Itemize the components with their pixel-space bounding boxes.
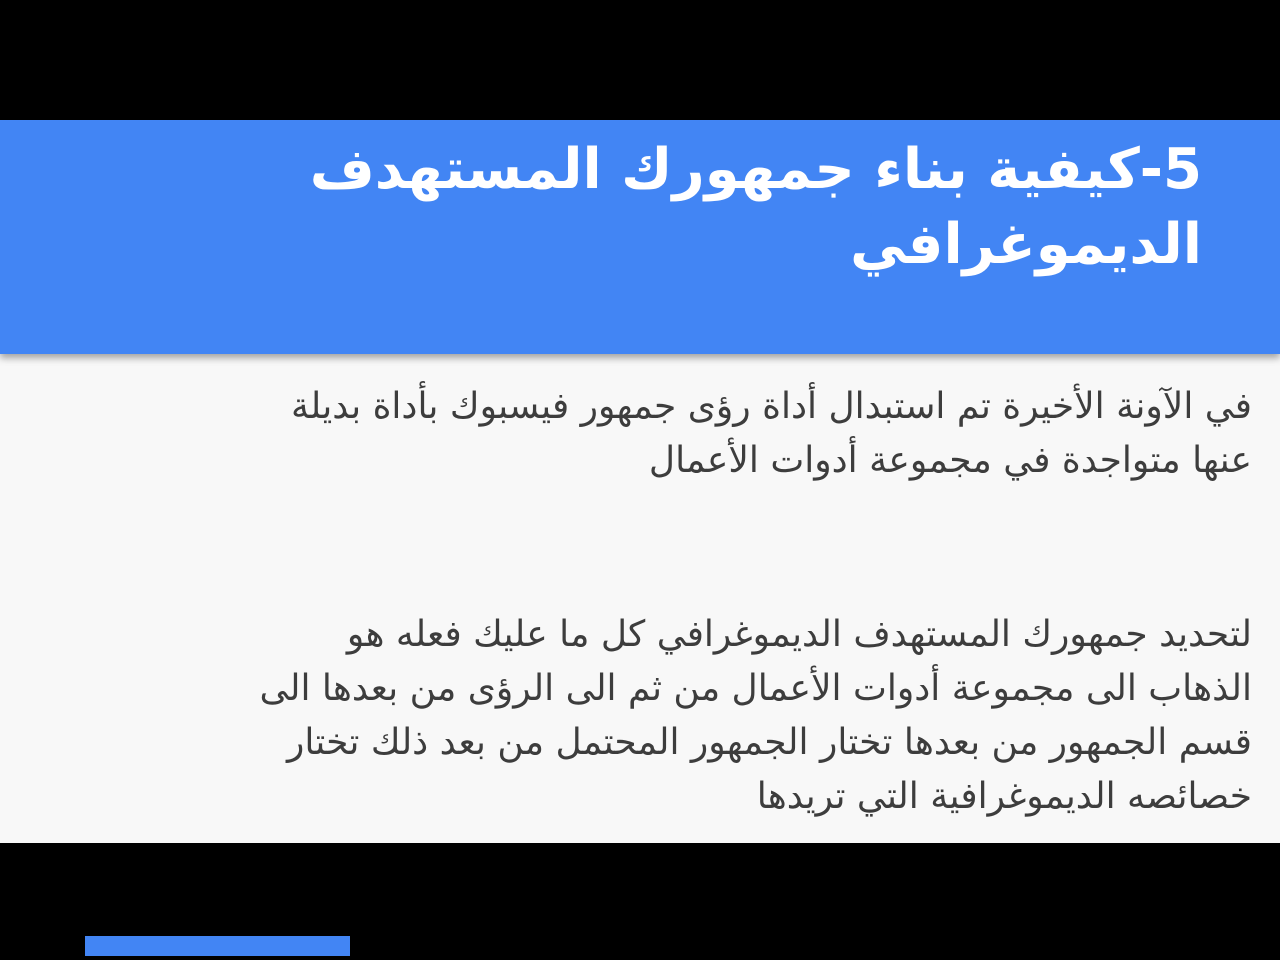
video-progress-bar[interactable] <box>85 936 350 956</box>
paragraph-line: قسم الجمهور من بعدها تختار الجمهور المحتمل من بعد ذلك تختار <box>286 722 1252 763</box>
paragraph-line: الذهاب الى مجموعة أدوات الأعمال من ثم الى الرؤى من بعدها الى <box>259 668 1252 709</box>
title-line-2: الديموغرافي <box>850 212 1202 277</box>
intro-paragraph <box>0 380 1280 488</box>
slide-title <box>0 120 1280 282</box>
paragraph-line: خصائصه الديموغرافية التي تريدها <box>756 776 1252 817</box>
top-letterbox-bar <box>0 0 1280 120</box>
content-area <box>0 354 1280 843</box>
steps-paragraph <box>0 608 1280 824</box>
paragraph-line: في الآونة الأخيرة تم استبدال أداة رؤى جمهور فيسبوك بأداة بديلة <box>290 386 1252 427</box>
header-banner <box>0 120 1280 354</box>
title-line-1: 5-كيفية بناء جمهورك المستهدف <box>309 137 1202 202</box>
paragraph-line: عنها متواجدة في مجموعة أدوات الأعمال <box>648 440 1252 481</box>
paragraph-line: لتحديد جمهورك المستهدف الديموغرافي كل ما عليك فعله هو <box>346 614 1252 655</box>
